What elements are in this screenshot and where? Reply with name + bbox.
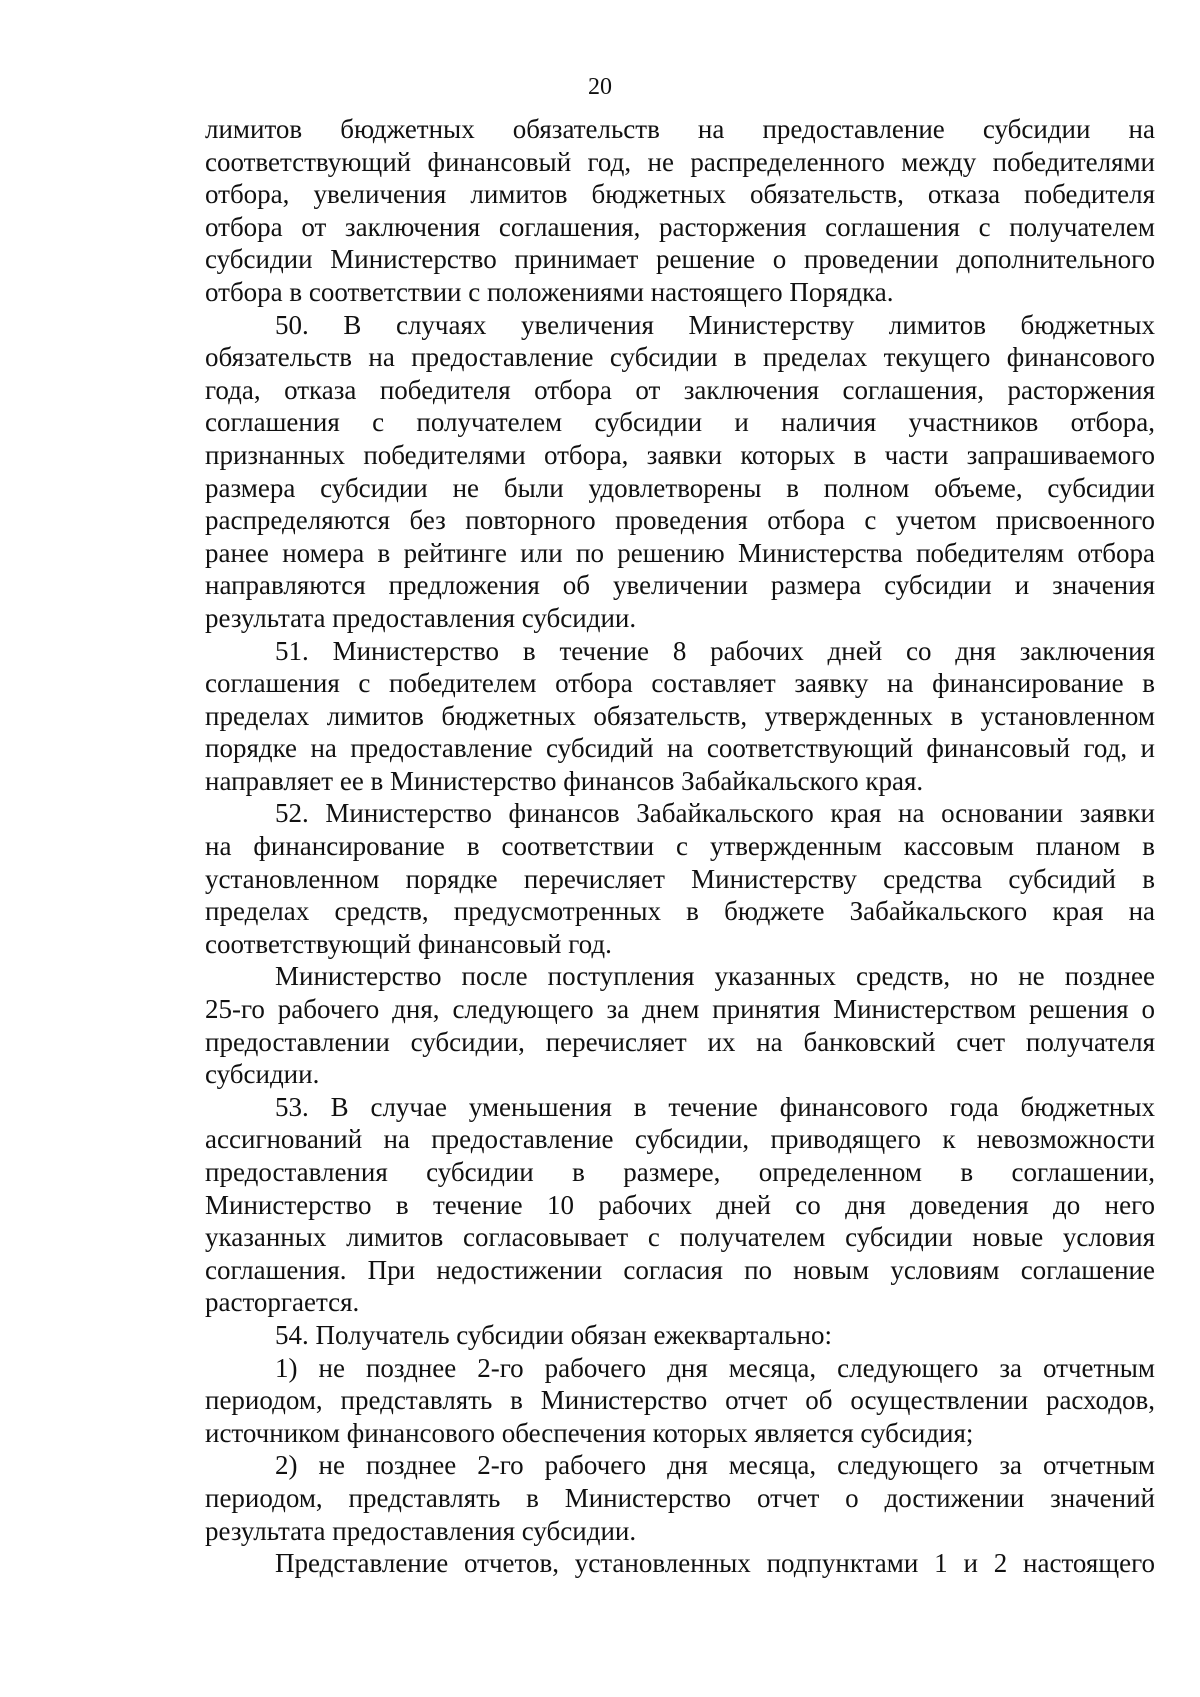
text-line: 25-го рабочего дня, следующего за днем принятия Министерством решения о [205, 994, 1155, 1025]
text-line: предоставлении субсидии, перечисляет их на банковский счет получателя [205, 1026, 1155, 1057]
text-line: пределах средств, предусмотренных в бюджете Забайкальского края на [205, 896, 1155, 927]
text-line: 54. Получатель субсидии обязан ежеквартально: [275, 1319, 832, 1350]
text-line: установленном порядке перечисляет Министерству средства субсидий в [205, 863, 1155, 894]
text-line: лимитов бюджетных обязательств на предоставление субсидии на [205, 114, 1155, 144]
text-line: результата предоставления субсидии. [205, 1515, 637, 1546]
text-line: 50. В случаях увеличения Министерству лимитов бюджетных [275, 309, 1155, 340]
body-text [205, 113, 1155, 1580]
text-line: года, отказа победителя отбора от заключения соглашения, расторжения [205, 374, 1155, 405]
text-line: соглашения с победителем отбора составляет заявку на финансирование в [205, 668, 1155, 699]
text-line: соглашения с получателем субсидии и наличия участников отбора, [205, 407, 1155, 438]
text-line: 1) не позднее 2-го рабочего дня месяца, следующего за отчетным [275, 1352, 1155, 1383]
text-line: соглашения. При недостижении согласия по новым условиям соглашение [205, 1254, 1155, 1285]
page-number: 20 [588, 74, 612, 100]
text-line: соответствующий финансовый год. [205, 928, 612, 959]
text-line: периодом, представлять в Министерство отчет о достижении значений [205, 1482, 1155, 1513]
text-line: 51. Министерство в течение 8 рабочих дней со дня заключения [275, 635, 1155, 666]
text-line: направляет ее в Министерство финансов Забайкальского края. [205, 765, 924, 796]
text-line: субсидии Министерство принимает решение о проведении дополнительного [205, 244, 1155, 275]
text-line: признанных победителями отбора, заявки которых в части запрашиваемого [205, 439, 1155, 470]
text-line: расторгается. [205, 1287, 360, 1318]
text-line: 2) не позднее 2-го рабочего дня месяца, следующего за отчетным [275, 1450, 1155, 1481]
text-line: источником финансового обеспечения которых является субсидия; [205, 1417, 974, 1448]
text-line: периодом, представлять в Министерство отчет об осуществлении расходов, [205, 1385, 1155, 1416]
text-line: Представление отчетов, установленных подпунктами 1 и 2 настоящего [275, 1548, 1155, 1579]
text-line: соответствующий финансовый год, не распределенного между победителями [205, 146, 1155, 177]
text-line: 53. В случае уменьшения в течение финансового года бюджетных [275, 1091, 1155, 1122]
text-line: отбора от заключения соглашения, расторжения соглашения с получателем [205, 211, 1155, 242]
text-line: ассигнований на предоставление субсидии, приводящего к невозможности [205, 1124, 1155, 1155]
text-line: отбора в соответствии с положениями настоящего Порядка. [205, 276, 894, 307]
text-line: распределяются без повторного проведения отбора с учетом присвоенного [205, 505, 1155, 536]
text-line: размера субсидии не были удовлетворены в полном объеме, субсидии [205, 472, 1155, 503]
text-line: направляются предложения об увеличении размера субсидии и значения [205, 570, 1155, 601]
text-line: результата предоставления субсидии. [205, 602, 637, 633]
text-line: 52. Министерство финансов Забайкальского края на основании заявки [275, 798, 1155, 829]
text-line: отбора, увеличения лимитов бюджетных обязательств, отказа победителя [205, 179, 1155, 210]
text-line: на финансирование в соответствии с утвержденным кассовым планом в [205, 831, 1155, 862]
text-line: обязательств на предоставление субсидии в пределах текущего финансового [205, 342, 1155, 373]
text-line: ранее номера в рейтинге или по решению Министерства победителям отбора [205, 537, 1155, 568]
text-line: указанных лимитов согласовывает с получателем субсидии новые условия [205, 1222, 1155, 1253]
text-line: Министерство в течение 10 рабочих дней со дня доведения до него [205, 1189, 1155, 1220]
text-line: Министерство после поступления указанных средств, но не позднее [275, 961, 1155, 992]
text-line: субсидии. [205, 1059, 320, 1090]
text-line: пределах лимитов бюджетных обязательств, утвержденных в установленном [205, 700, 1155, 731]
text-line: порядке на предоставление субсидий на соответствующий финансовый год, и [205, 733, 1155, 764]
text-line: предоставления субсидии в размере, определенном в соглашении, [205, 1157, 1155, 1187]
